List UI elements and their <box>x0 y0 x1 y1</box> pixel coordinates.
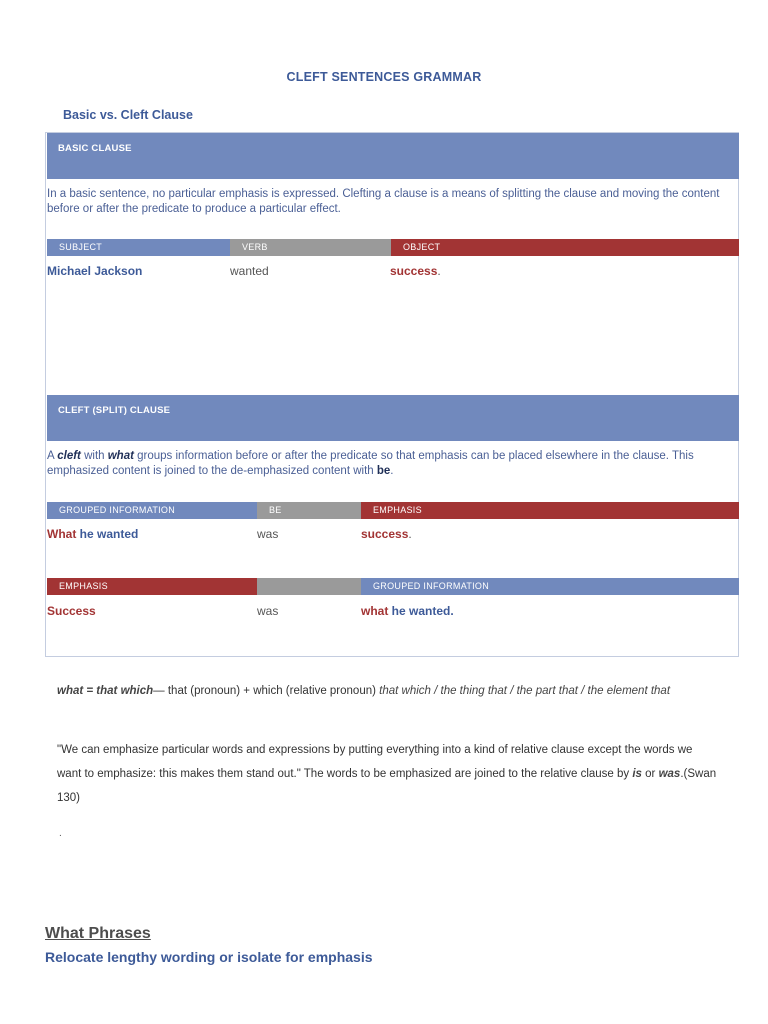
cleft1-emphasis <box>361 527 412 542</box>
cleft-clause-description <box>47 449 739 479</box>
definition-text: — that (pronoun) + which (relative pronoun) <box>153 685 380 697</box>
cleft1-period: . <box>408 527 412 541</box>
column-object: OBJECT <box>391 239 739 256</box>
desc-text: groups information before or after the predicate so that emphasis can be placed elsewhere in the clause. This emphasized content is joined to the de-emphasized content with <box>47 450 694 477</box>
desc-be-word: be <box>376 465 391 477</box>
column-emphasis-2: EMPHASIS <box>47 578 257 595</box>
cleft2-grouped <box>361 604 454 619</box>
cleft1-emphasis-word: success <box>361 527 409 541</box>
cleft1-what: What <box>47 527 77 541</box>
swan-quote <box>57 738 717 810</box>
basic-clause-header-label: BASIC CLAUSE <box>58 143 132 154</box>
cleft2-be: was <box>257 604 279 618</box>
basic-verb: wanted <box>230 264 269 278</box>
cleft2-what: what <box>361 604 389 618</box>
basic-object-period: . <box>437 264 441 278</box>
quote-text: "We can emphasize particular words and expressions by putting everything into a kind of relative clause except the words we want to emphasize: this makes them stand out." The words to be emphasized are joined to the relative clause by <box>57 744 693 780</box>
page-title: CLEFT SENTENCES GRAMMAR <box>286 70 482 84</box>
definition-italic: that which / the thing that / the part that / the element that <box>379 685 671 697</box>
desc-text: . <box>390 465 394 477</box>
column-grouped-information-2: GROUPED INFORMATION <box>361 578 739 595</box>
desc-cleft-word: cleft <box>57 450 81 462</box>
basic-subject: Michael Jackson <box>47 264 143 278</box>
cleft2-emphasis: Success <box>47 604 96 618</box>
cleft-clause-header-label: CLEFT (SPLIT) CLAUSE <box>58 405 171 416</box>
section-subtitle: Basic vs. Cleft Clause <box>63 108 193 122</box>
what-phrases-heading: What Phrases <box>45 925 151 942</box>
quote-citation: .(Swan 130) <box>57 768 717 804</box>
column-be-2 <box>257 578 361 595</box>
cleft1-grouped <box>47 527 138 542</box>
column-subject: SUBJECT <box>47 239 230 256</box>
basic-object <box>390 264 441 279</box>
desc-text: with <box>80 450 108 462</box>
quote-is: is <box>632 768 642 780</box>
quote-or: or <box>641 768 659 780</box>
column-verb: VERB <box>230 239 391 256</box>
cleft-clause-header <box>47 395 739 441</box>
stray-period: . <box>59 828 62 839</box>
what-definition <box>57 679 707 703</box>
basic-object-word: success <box>390 264 438 278</box>
cleft1-be: was <box>257 527 279 541</box>
cleft2-rest: he wanted. <box>388 604 454 618</box>
basic-clause-description: In a basic sentence, no particular emphasis is expressed. Clefting a clause is a means of splitting the clause and moving the content before or after the predicate to produce a particular effect. <box>47 188 720 215</box>
column-be: BE <box>257 502 361 519</box>
desc-what-word: what <box>107 450 134 462</box>
column-emphasis: EMPHASIS <box>361 502 739 519</box>
what-phrases-subheading: Relocate lengthy wording or isolate for emphasis <box>45 949 373 965</box>
definition-term: what = that which <box>57 685 154 697</box>
cleft1-rest: he wanted <box>76 527 139 541</box>
desc-text: A <box>47 450 58 462</box>
quote-was: was <box>658 768 681 780</box>
basic-clause-header <box>47 133 739 179</box>
column-grouped-information: GROUPED INFORMATION <box>47 502 257 519</box>
